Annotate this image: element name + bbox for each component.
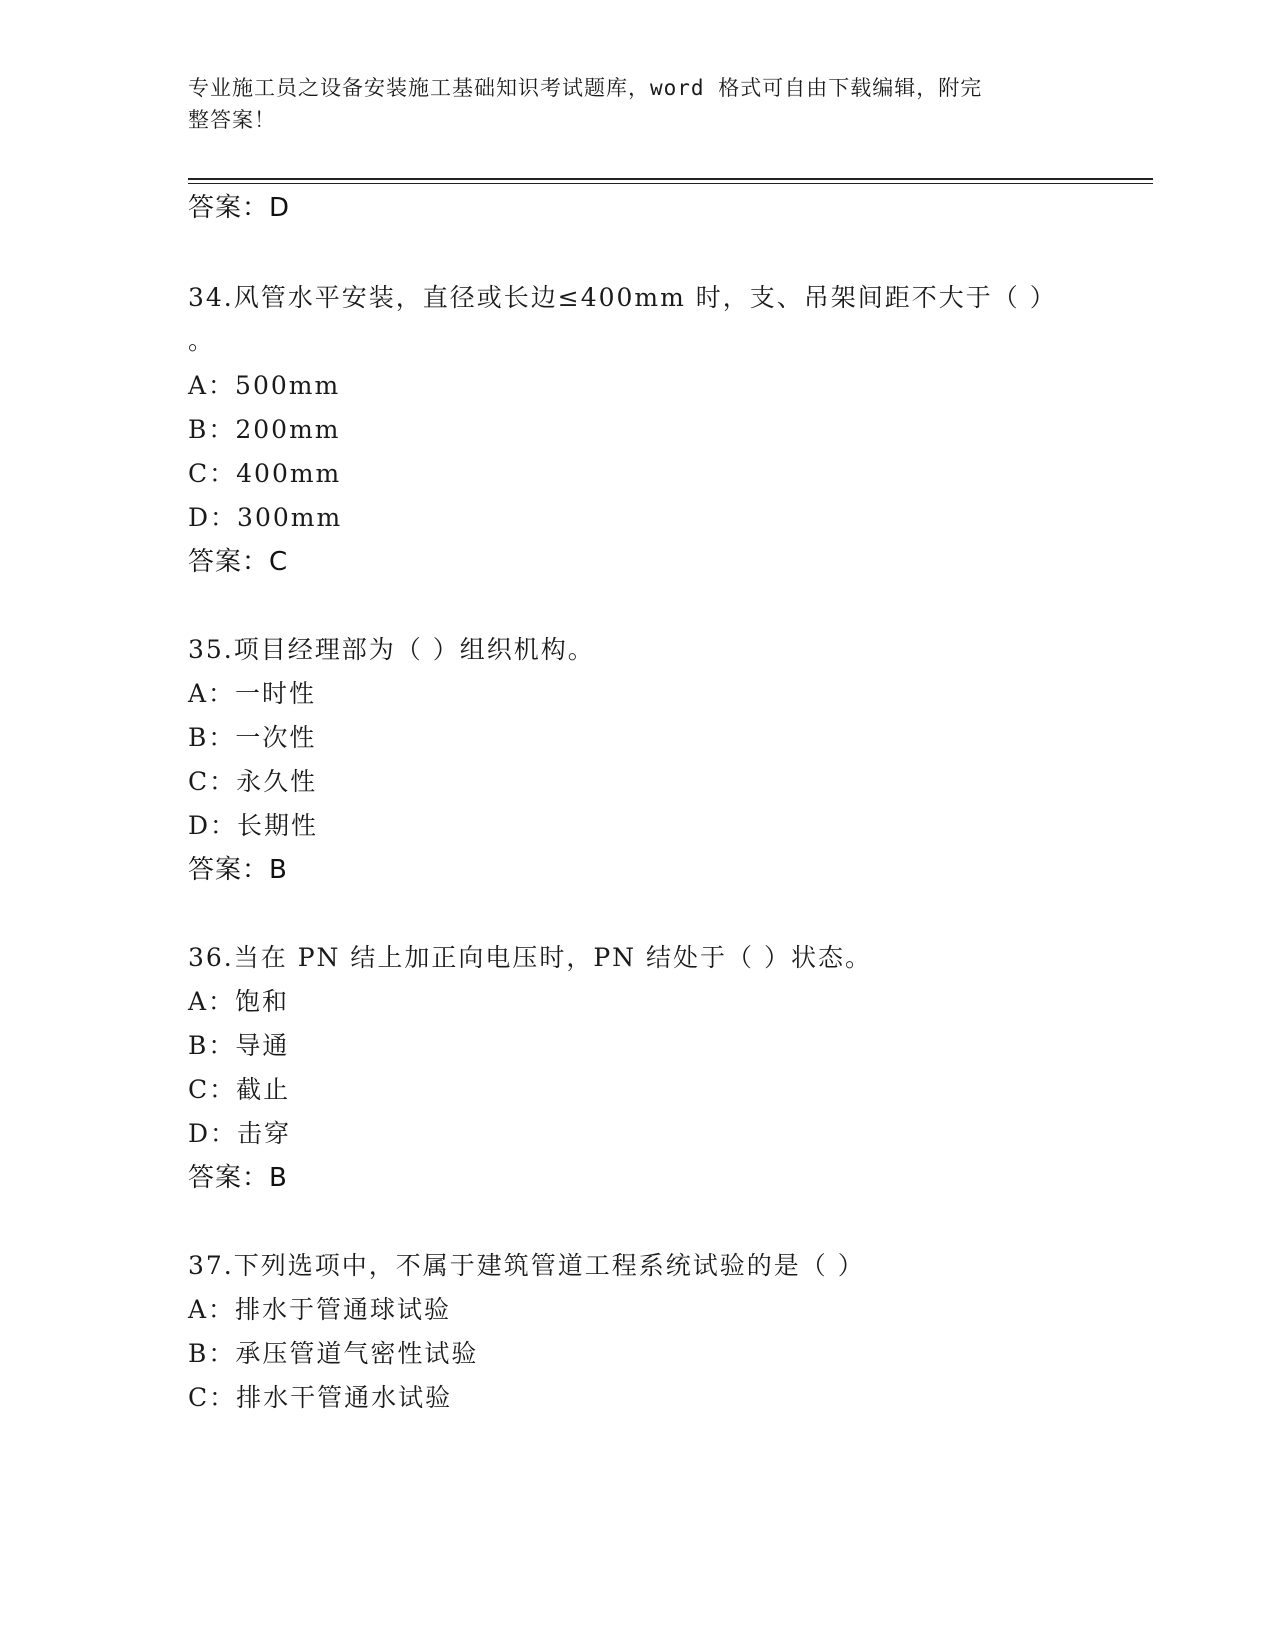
question-34-stem-continued: 。 [188,326,216,355]
header-line-2: 整答案！ [188,108,276,132]
question-34-option-a: A：500mm [188,371,341,400]
question-34-stem: 34.风管水平安装，直径或长边≤400mm 时，支、吊架间距不大于（ ） [188,283,1057,312]
question-36-option-c: C：截止 [188,1075,291,1104]
question-36-option-d: D：击穿 [188,1119,292,1148]
question-35-option-c: C：永久性 [188,767,318,796]
header-divider-thin [188,183,1153,184]
answer-prev: 答案：D [188,193,291,223]
header-divider-thick [188,178,1153,180]
question-37-option-b: B：承压管道气密性试验 [188,1339,479,1368]
question-37-option-c: C：排水干管通水试验 [188,1383,453,1412]
question-35-stem: 35.项目经理部为（ ）组织机构。 [188,635,595,664]
question-35-option-d: D：长期性 [188,811,319,840]
question-36-stem: 36.当在 PN 结上加正向电压时，PN 结处于（ ）状态。 [188,943,872,972]
document-header [188,72,1068,136]
question-34-option-d: D：300mm [188,503,343,532]
question-36-answer: 答案：B [188,1163,288,1193]
question-35-answer: 答案：B [188,855,288,885]
question-36-option-a: A：饱和 [188,987,290,1016]
question-37-option-a: A：排水于管通球试验 [188,1295,452,1324]
question-34-option-c: C：400mm [188,459,342,488]
header-line-1: 专业施工员之设备安装施工基础知识考试题库，word 格式可自由下载编辑，附完 [188,76,983,100]
question-34-option-b: B：200mm [188,415,341,444]
question-36-option-b: B：导通 [188,1031,290,1060]
question-35-option-a: A：一时性 [188,679,317,708]
question-35-option-b: B：一次性 [188,723,317,752]
question-37-stem: 37.下列选项中，不属于建筑管道工程系统试验的是（ ） [188,1251,865,1280]
question-34-answer: 答案：C [188,547,289,577]
